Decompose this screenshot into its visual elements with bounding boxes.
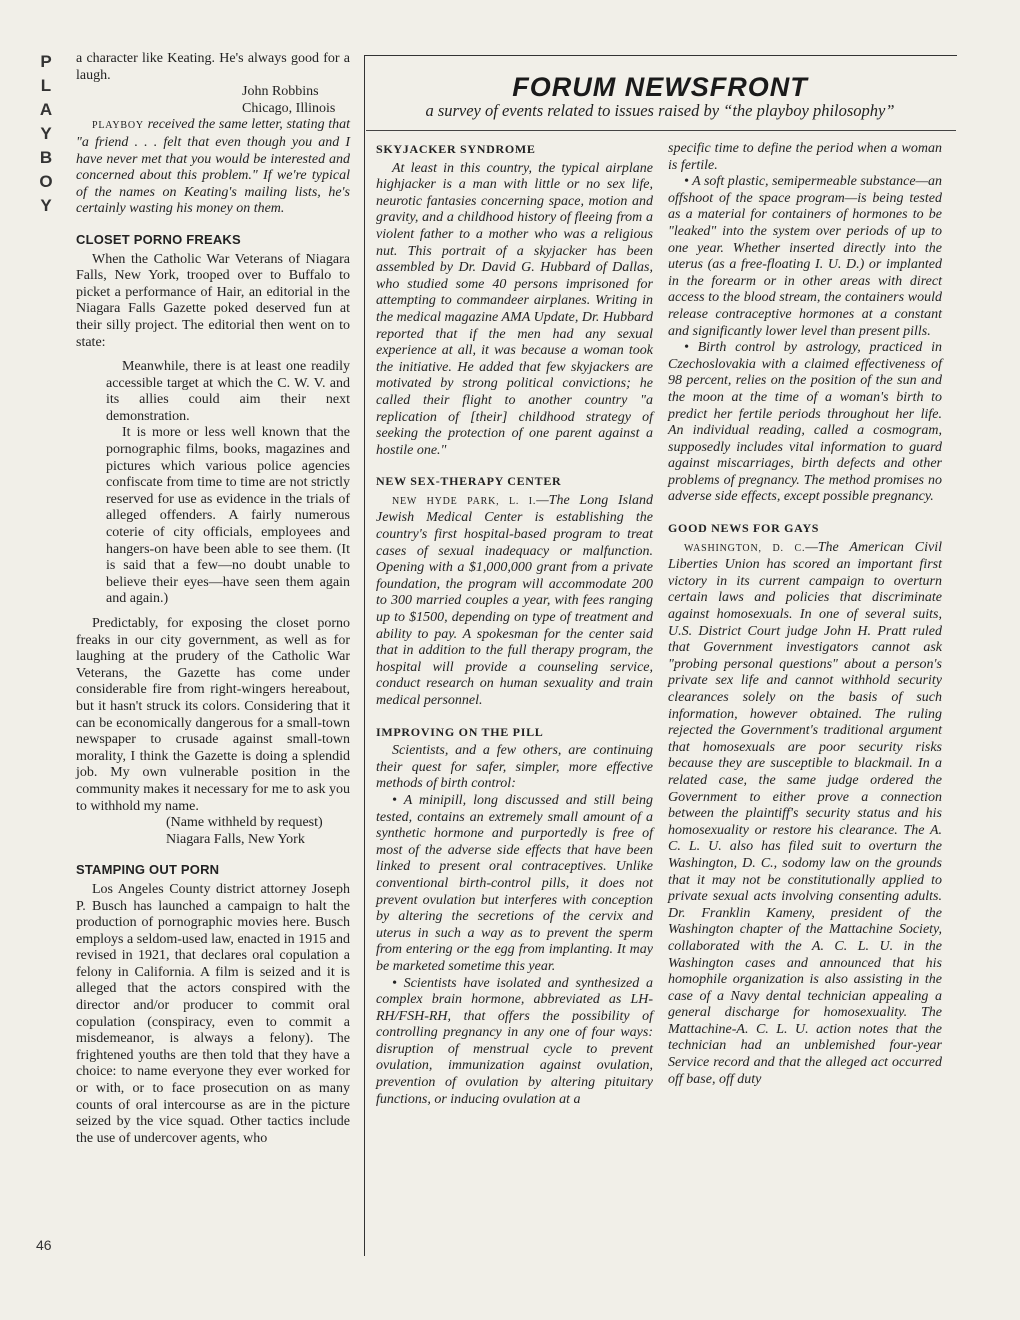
- section-heading-skyjacker: SKYJACKER SYNDROME: [376, 142, 536, 156]
- gays-dateline: WASHINGTON, D. C.: [684, 542, 806, 554]
- masthead-letter: A: [39, 100, 53, 119]
- masthead-letter: Y: [40, 124, 52, 143]
- closet-paragraph-1: When the Catholic War Veterans of Niagara Falls, New York, trooped over to Buffalo to picket a performance of Hair, an editorial in the Niagara Falls Gazette poked deserved fun at their silly project. The editorial then went on to state:: [76, 251, 350, 350]
- masthead-letter: P: [40, 52, 52, 71]
- section-heading-stamping: STAMPING OUT PORN: [76, 862, 220, 878]
- letters-column: [76, 51, 350, 1147]
- stamping-paragraph: Los Angeles County district attorney Joseph P. Busch has launched a campaign to halt the production of pornographic movies here. Busch employs a seldom-used law, enacted in 1915 and revised in 1921, that declares oral copulation a felony in California. A film is seized and it is alleged that the actors conspired with the director and/or producer to commit oral copulation (conspiracy, even to commit a misdemeanor, is always a felony). The frightened youths are then told that they have a choice: to name everyone they ever worked for or with, or to face prosecution on as many counts of oral intercourse as are in the picture seized by the vice squad. Other tactics include the use of undercover agents, who: [76, 881, 350, 1146]
- forum-column-left: [376, 135, 653, 1108]
- pill-bullet-1: • A minipill, long discussed and still being tested, contains an extremely small amount of a synthetic hormone and purportedly is free of most of the adverse side effects that have been linked to present oral contraceptives. Unlike conventional birth-control pills, it does not prevent ovulation but interferes with conception by altering the secretions of the cervix and uterus in such a way as to prevent the sperm from entering or the egg from implanting. It may be marketed sometime this year.: [376, 792, 653, 974]
- pill-continued: specific time to define the period when a woman is fertile.: [668, 141, 942, 173]
- sextherapy-paragraph: [376, 493, 653, 710]
- forum-subtitle: a survey of events related to issues raised by “the playboy philosophy”: [425, 101, 895, 120]
- letter-signature-place: Chicago, Illinois: [242, 100, 336, 116]
- reply-text: received the same letter, stating that "a friend . . . felt that even though you and I have never met that you would be interested and concerned about this problem." If we're typical of the names on Keating's mailing lists, he's certainly wasting his money on them.: [76, 117, 350, 217]
- forum-column-right: [668, 141, 942, 1088]
- closet-paragraph-2: Predictably, for exposing the closet porno freaks in our city government, as well as for laughing at the prudery of the Catholic War Veterans, the Gazette has come under considerable fire from right-wingers hereabout, but it hasn't struck its colors. Considering that it can be economically dangerous for a small-town newspaper to crusade against small-town morality, I think the Gazette is doing a splendid job. My own vulnerable position in the community makes it necessary for me to ask you to withhold my name.: [76, 616, 350, 814]
- masthead-letter: O: [39, 172, 53, 191]
- masthead-letter: L: [40, 76, 52, 95]
- pill-intro: Scientists, and a few others, are continuing their quest for safer, simpler, more effective methods of birth control:: [376, 743, 653, 792]
- editor-reply: [76, 117, 350, 218]
- forum-title: FORUM NEWSFRONT: [512, 72, 808, 102]
- pill-bullet-2: • Scientists have isolated and synthesized a complex brain hormone, abbreviated as LH-RH/FSH-RH, that offers the possibility of controlling pregnancy in any one of four ways: disruption of menstrual cycle to prevent ovulation, immunization against ovulation, prevention of ovulation by altering pituitary functions, or inducing ovulation at a: [376, 975, 653, 1107]
- reply-lead: PLAYBOY: [92, 120, 144, 132]
- letter-signature-name: John Robbins: [242, 84, 319, 100]
- letter-body-end: a character like Keating. He's always good for a laugh.: [76, 51, 350, 83]
- pill-bullet-4: • Birth control by astrology, practiced in Czechoslovakia with a claimed effectiveness of 98 percent, relies on the position of the sun and the moon at the time of a woman's birth to predict her fertile periods throughout her life. An individual reading, called a cosmogram, supposedly includes vital information to guard against miscarriages, birth defects and other problems of pregnancy. The method promises no adverse side effects, except possible pregnancy.: [668, 340, 942, 505]
- closet-signature-2: Niagara Falls, New York: [166, 831, 305, 847]
- pill-bullet-3: • A soft plastic, semipermeable substance—an offshoot of the space program—is being tested as a material for containers of hormones to be "leaked" into the system over periods of up to one year. Whether inserted directly into the uterus (as a free-floating I. U. D.) or implanted in the forearm or in other areas with direct access to the blood stream, the containers would release contraceptive hormones at a constant and significantly lower level than present pills.: [668, 174, 942, 339]
- closet-quote-2: It is more or less well known that the pornographic films, books, magazines and pictures which various police agencies confiscate from time to time are not strictly reserved for use as evidence in the trials of alleged offenders. A fairly numerous coterie of city officials, employees and hangers-on have been able to see them. (It is said that a few—no doubt unable to believe their eyes—have seen them again and again.): [106, 425, 350, 607]
- masthead-letter: B: [39, 148, 53, 167]
- page-number: 46: [36, 1237, 52, 1253]
- sextherapy-dateline: NEW HYDE PARK, L. I.: [392, 495, 537, 507]
- masthead-letter: Y: [40, 196, 52, 215]
- closet-quote-1: Meanwhile, there is at least one readily accessible target at which the C. W. V. and its allies could aim their next demonstration.: [106, 359, 350, 424]
- section-heading-pill: IMPROVING ON THE PILL: [376, 724, 544, 739]
- gays-text: —The American Civil Liberties Union has scored an important first victory in its current campaign to overturn certain laws and policies that discriminate against homosexuals. In one of several suits, U.S. District Court judge John H. Pratt ruled that Government investigators cannot ask "probing personal questions" about a person's private sex life and cannot withhold security clearances solely on the basis of such information, however obtained. The ruling rejected the Government's traditional argument that homosexuals are poor security risks because they are susceptible to blackmail. In a related case, the same judge ordered the Government to either prove a connection between the plaintiff's security status and his homosexuality or restore his clearance. The A. C. L. U. also has filed suit to overturn the Washington, D. C., sodomy law on the grounds that it may not be constitutionally applied to private sexual acts involving consenting adults. Dr. Franklin Kameny, president of the Washington chapter of the Mattachine Society, collaborated with the A. C. L. U. in the Washington cases and announced that his homophile organization is also assisting in the case of a Navy dental technician appealing a general discharge for homosexuality. The Mattachine-A. C. L. U. action notes that the technician had an unblemished four-year Service record and that the alleged act occurred off base, off duty: [668, 539, 942, 1087]
- closet-quote: [76, 359, 350, 608]
- masthead-vertical: [36, 50, 56, 218]
- gays-paragraph: [668, 540, 942, 1089]
- section-heading-closet: CLOSET PORNO FREAKS: [76, 231, 241, 247]
- closet-signature-1: (Name withheld by request): [166, 815, 323, 831]
- section-heading-sextherapy: NEW SEX-THERAPY CENTER: [376, 474, 562, 489]
- section-heading-gays: GOOD NEWS FOR GAYS: [668, 521, 820, 536]
- forum-divider: [366, 130, 956, 131]
- skyjacker-paragraph: At least in this country, the typical airplane highjacker is a man with little or no sex life, neurotic fantasies concerning space, motion and gravity, and a childhood history of fleeing from a violent father to a mother who was a religious nut. This portrait of a skyjacker has been assembled by Dr. David G. Hubbard of Dallas, who studied some 40 persons imprisoned for attempting to commandeer airplanes. Writing in the medical magazine AMA Update, Dr. Hubbard reported that if the men had any sexual experience at all, it was because a woman took the initiative. He added that few skyjackers are motivated by strong political convictions; he called their flight to another country "a replication of [their] childhood strategy of seeking the protection of one parent against a hostile one.": [376, 160, 653, 458]
- sextherapy-text: —The Long Island Jewish Medical Center is establishing the country's first hospital-based program to treat cases of sexual inadequacy or malfunction. Opening with a $1,000,000 grant from a private foundation, the program will accommodate 200 to 300 married couples a year, with fees ranging up to $1500, depending on type of treatment and ability to pay. A spokesman for the center said that in addition to the full therapy program, the hospital will provide a counseling service, conduct research on human sexuality and train medical personnel.: [376, 492, 654, 708]
